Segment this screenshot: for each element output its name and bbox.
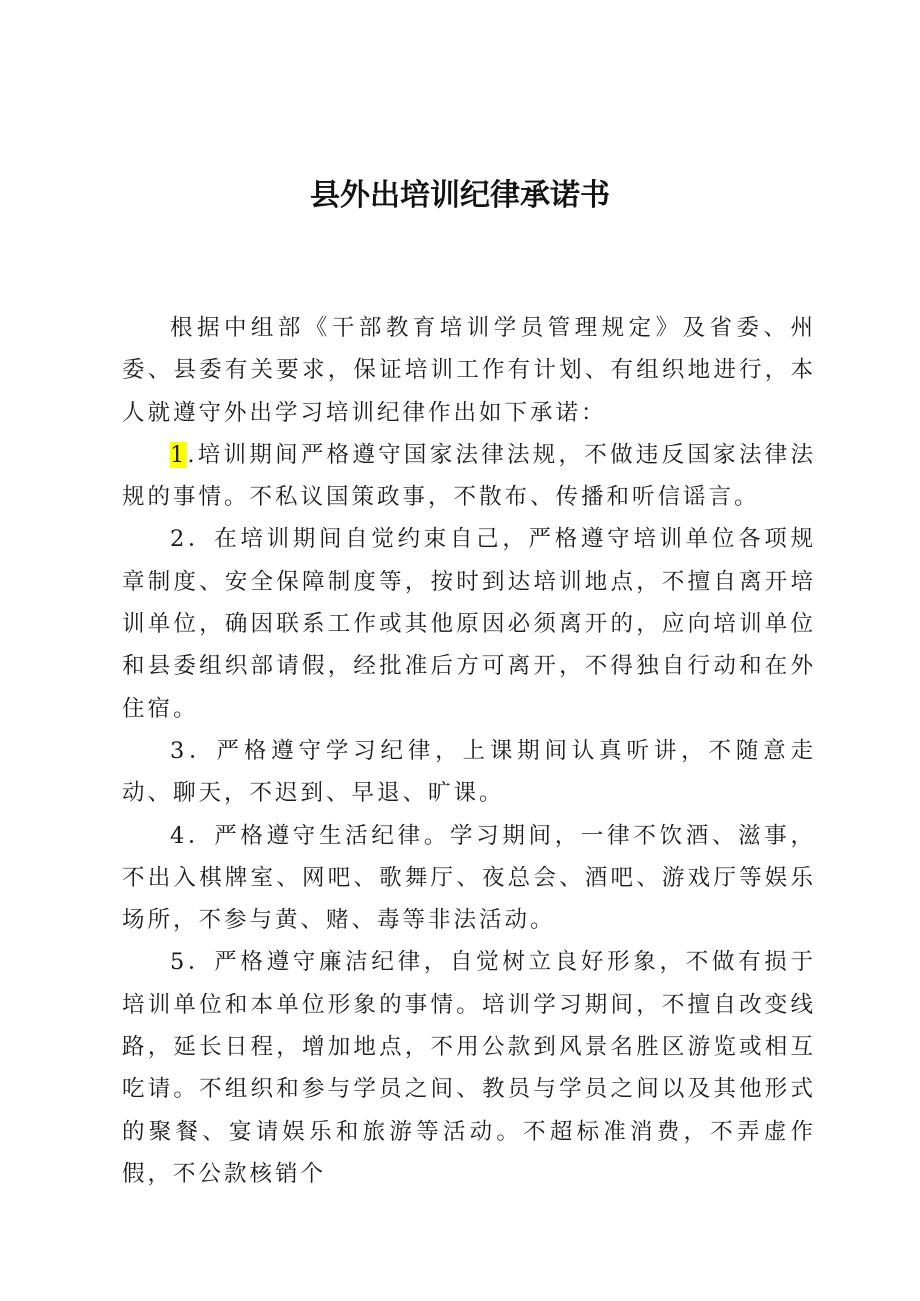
item-1-paragraph — [122, 434, 816, 519]
highlighted-number: 1 — [170, 441, 188, 468]
item-1-text: .培训期间严格遵守国家法律法规，不做违反国家法律法规的事情。不私议国策政事，不散布、传播和听信谣言。 — [122, 441, 816, 511]
item-4-paragraph: 4．严格遵守生活纪律。学习期间，一律不饮酒、滋事，不出入棋牌室、网吧、歌舞厅、夜总会、酒吧、游戏厅等娱乐场所，不参与黄、赌、毒等非法活动。 — [122, 822, 816, 934]
item-5-paragraph: 5．严格遵守廉洁纪律，自觉树立良好形象，不做有损于培训单位和本单位形象的事情。培训学习期间，不擅自改变线路，延长日程，增加地点，不用公款到风景名胜区游览或相互吃请。不组织和参与学员之间、教员与学员之间以及其他形式的聚餐、宴请娱乐和旅游等活动。不超标准消费，不弄虚作假，不公款核销个 — [122, 949, 816, 1187]
intro-paragraph: 根据中组部《干部教育培训学员管理规定》及省委、州委、县委有关要求，保证培训工作有计划、有组织地进行，本人就遵守外出学习培训纪律作出如下承诺： — [122, 315, 816, 426]
document-title: 县外出培训纪律承诺书 — [310, 178, 610, 213]
item-3-paragraph: 3．严格遵守学习纪律，上课期间认真听讲，不随意走动、聊天，不迟到、早退、旷课。 — [122, 737, 816, 807]
item-2-paragraph: 2．在培训期间自觉约束自己，严格遵守培训单位各项规章制度、安全保障制度等，按时到达培训地点，不擅自离开培训单位，确因联系工作或其他原因必须离开的，应向培训单位和县委组织部请假，经批准后方可离开，不得独自行动和在外住宿。 — [122, 526, 816, 722]
document-body — [122, 307, 816, 1195]
